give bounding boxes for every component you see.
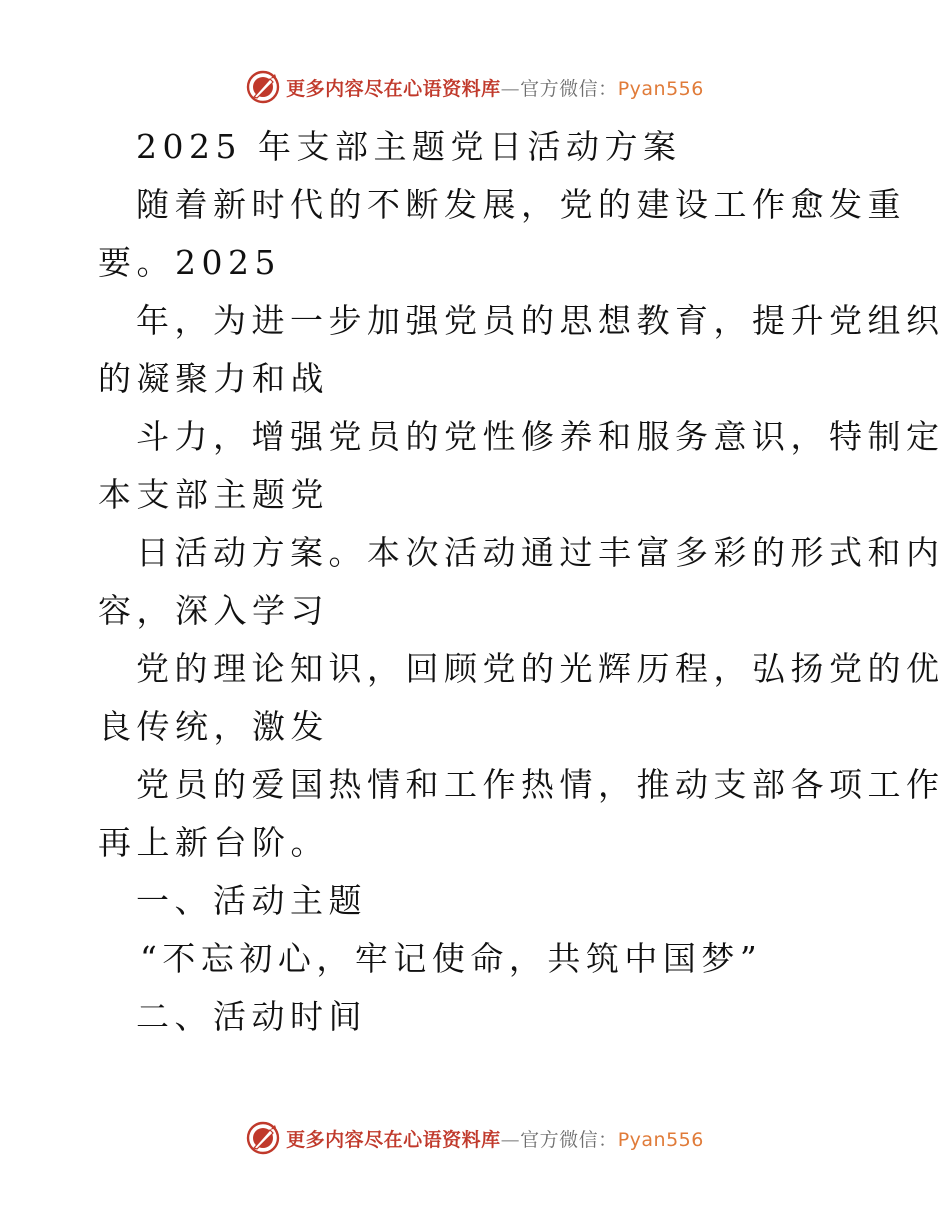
feather-pen-logo-icon [246, 70, 280, 104]
document-title: 2025 年支部主题党日活动方案 [136, 127, 682, 166]
paragraph-line: 党的理论知识，回顾党的光辉历程，弘扬党的优 [136, 649, 945, 688]
paragraph-line: 随着新时代的不断发展，党的建设工作愈发重 [136, 185, 906, 224]
header-dash: — [500, 77, 521, 100]
footer-brand-text: 更多内容尽在心语资料库 [286, 1128, 501, 1151]
header-brand-text: 更多内容尽在心语资料库 [286, 77, 501, 100]
footer-banner-text [286, 1125, 704, 1152]
feather-pen-logo-icon [246, 1121, 280, 1155]
paragraph-line: 斗力，增强党员的党性修养和服务意识，特制定 [136, 417, 945, 456]
paragraph-line: 党员的爱国热情和工作热情，推动支部各项工作 [136, 765, 945, 804]
footer-dash: — [500, 1128, 521, 1151]
header-wechat-id: Pyan556 [617, 77, 704, 100]
paragraph-line: 本支部主题党 [98, 475, 329, 514]
header-banner-inner [246, 70, 704, 104]
paragraph-line: 日活动方案。本次活动通过丰富多彩的形式和内 [136, 533, 945, 572]
header-wechat-label: 官方微信： [520, 77, 618, 100]
paragraph-line: 再上新台阶。 [98, 823, 329, 862]
paragraph-line: 年，为进一步加强党员的思想教育，提升党组织 [136, 301, 945, 340]
footer-banner-inner [246, 1121, 704, 1155]
footer-wechat-id: Pyan556 [617, 1128, 704, 1151]
activity-theme-quote: “不忘初心，牢记使命，共筑中国梦” [140, 939, 763, 978]
paragraph-line: 要。2025 [98, 243, 281, 282]
footer-banner [0, 1121, 950, 1155]
paragraph-line: 良传统，激发 [98, 707, 329, 746]
header-banner [0, 70, 950, 104]
footer-wechat-label: 官方微信： [520, 1128, 618, 1151]
paragraph-line: 的凝聚力和战 [98, 359, 329, 398]
paragraph-line: 容，深入学习 [98, 591, 329, 630]
section-heading-time: 二、活动时间 [136, 997, 367, 1036]
header-banner-text [286, 74, 704, 101]
section-heading-theme: 一、活动主题 [136, 881, 367, 920]
